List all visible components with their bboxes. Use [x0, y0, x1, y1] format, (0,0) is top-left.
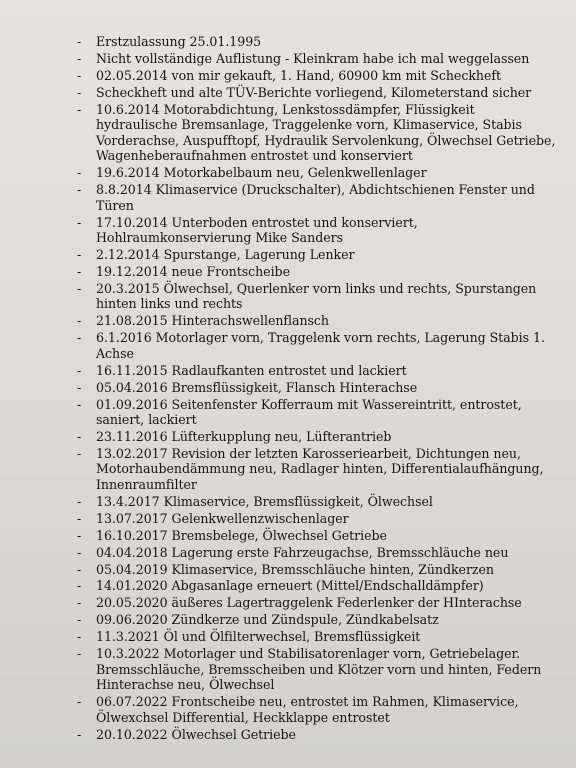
- list-item: - 10.3.2022 Motorlager und Stabilisatorenlager vorn, Getriebelager. Bremsschläuche, Bremsscheiben und Klötzer vorn und hinten, Federn Hinterachse neu, Ölwechsel: [70, 646, 556, 693]
- list-item: - 10.6.2014 Motorabdichtung, Lenkstossdämpfer, Flüssigkeit hydraulische Bremsanlage, Traggelenke vorn, Klimaservice, Stabis Vorderachse, Auspufftopf, Hydraulik Servolenkung, Ölwechsel Getriebe, Wagenheberaufnahmen entrostet und konserviert: [70, 102, 556, 164]
- list-item: - 17.10.2014 Unterboden entrostet und konserviert, Hohlraumkonservierung Mike Sanders: [70, 215, 556, 246]
- list-item: - 23.11.2016 Lüfterkupplung neu, Lüfterantrieb: [70, 429, 556, 445]
- list-item: - 16.11.2015 Radlaufkanten entrostet und lackiert: [70, 363, 556, 379]
- list-item: - 16.10.2017 Bremsbelege, Ölwechsel Getriebe: [70, 528, 556, 544]
- list-item: - 05.04.2016 Bremsflüssigkeit, Flansch Hinterachse: [70, 380, 556, 396]
- list-item: - Erstzulassung 25.01.1995: [70, 34, 556, 50]
- list-item: - Scheckheft und alte TÜV-Berichte vorliegend, Kilometerstand sicher: [70, 85, 556, 101]
- list-item: - 19.6.2014 Motorkabelbaum neu, Gelenkwellenlager: [70, 165, 556, 181]
- list-item: - 13.4.2017 Klimaservice, Bremsflüssigkeit, Ölwechsel: [70, 494, 556, 510]
- list-item: - 13.02.2017 Revision der letzten Karosseriearbeit, Dichtungen neu, Motorhaubendämmung neu, Radlager hinten, Differentialaufhängung, Innenraumfilter: [70, 446, 556, 493]
- list-item: - 20.05.2020 äußeres Lagertraggelenk Federlenker der HInterachse: [70, 595, 556, 611]
- list-item: - 05.04.2019 Klimaservice, Bremsschläuche hinten, Zündkerzen: [70, 562, 556, 578]
- maintenance-history-list: [70, 34, 556, 742]
- list-item: - 06.07.2022 Frontscheibe neu, entrostet im Rahmen, Klimaservice, Ölwexchsel Differential, Heckklappe entrostet: [70, 694, 556, 725]
- list-item: - 01.09.2016 Seitenfenster Kofferraum mit Wassereintritt, entrostet, saniert, lackiert: [70, 397, 556, 428]
- list-item: - 21.08.2015 Hinterachswellenflansch: [70, 313, 556, 329]
- list-item: - 6.1.2016 Motorlager vorn, Traggelenk vorn rechts, Lagerung Stabis 1. Achse: [70, 330, 556, 361]
- list-item: - 8.8.2014 Klimaservice (Druckschalter), Abdichtschienen Fenster und Türen: [70, 182, 556, 213]
- list-item: - 04.04.2018 Lagerung erste Fahrzeugachse, Bremsschläuche neu: [70, 545, 556, 561]
- list-item: - 2.12.2014 Spurstange, Lagerung Lenker: [70, 247, 556, 263]
- list-item: - Nicht vollständige Auflistung - Kleinkram habe ich mal weggelassen: [70, 51, 556, 67]
- list-item: - 19.12.2014 neue Frontscheibe: [70, 264, 556, 280]
- list-item: - 20.10.2022 Ölwechsel Getriebe: [70, 727, 556, 743]
- list-item: - 11.3.2021 Öl und Ölfilterwechsel, Bremsflüssigkeit: [70, 629, 556, 645]
- list-item: - 13.07.2017 Gelenkwellenzwischenlager: [70, 511, 556, 527]
- list-item: - 14.01.2020 Abgasanlage erneuert (Mittel/Endschalldämpfer): [70, 578, 556, 594]
- list-item: - 20.3.2015 Ölwechsel, Querlenker vorn links und rechts, Spurstangen hinten links und rechts: [70, 281, 556, 312]
- list-item: - 02.05.2014 von mir gekauft, 1. Hand, 60900 km mit Scheckheft: [70, 68, 556, 84]
- list-item: - 09.06.2020 Zündkerze und Zündspule, Zündkabelsatz: [70, 612, 556, 628]
